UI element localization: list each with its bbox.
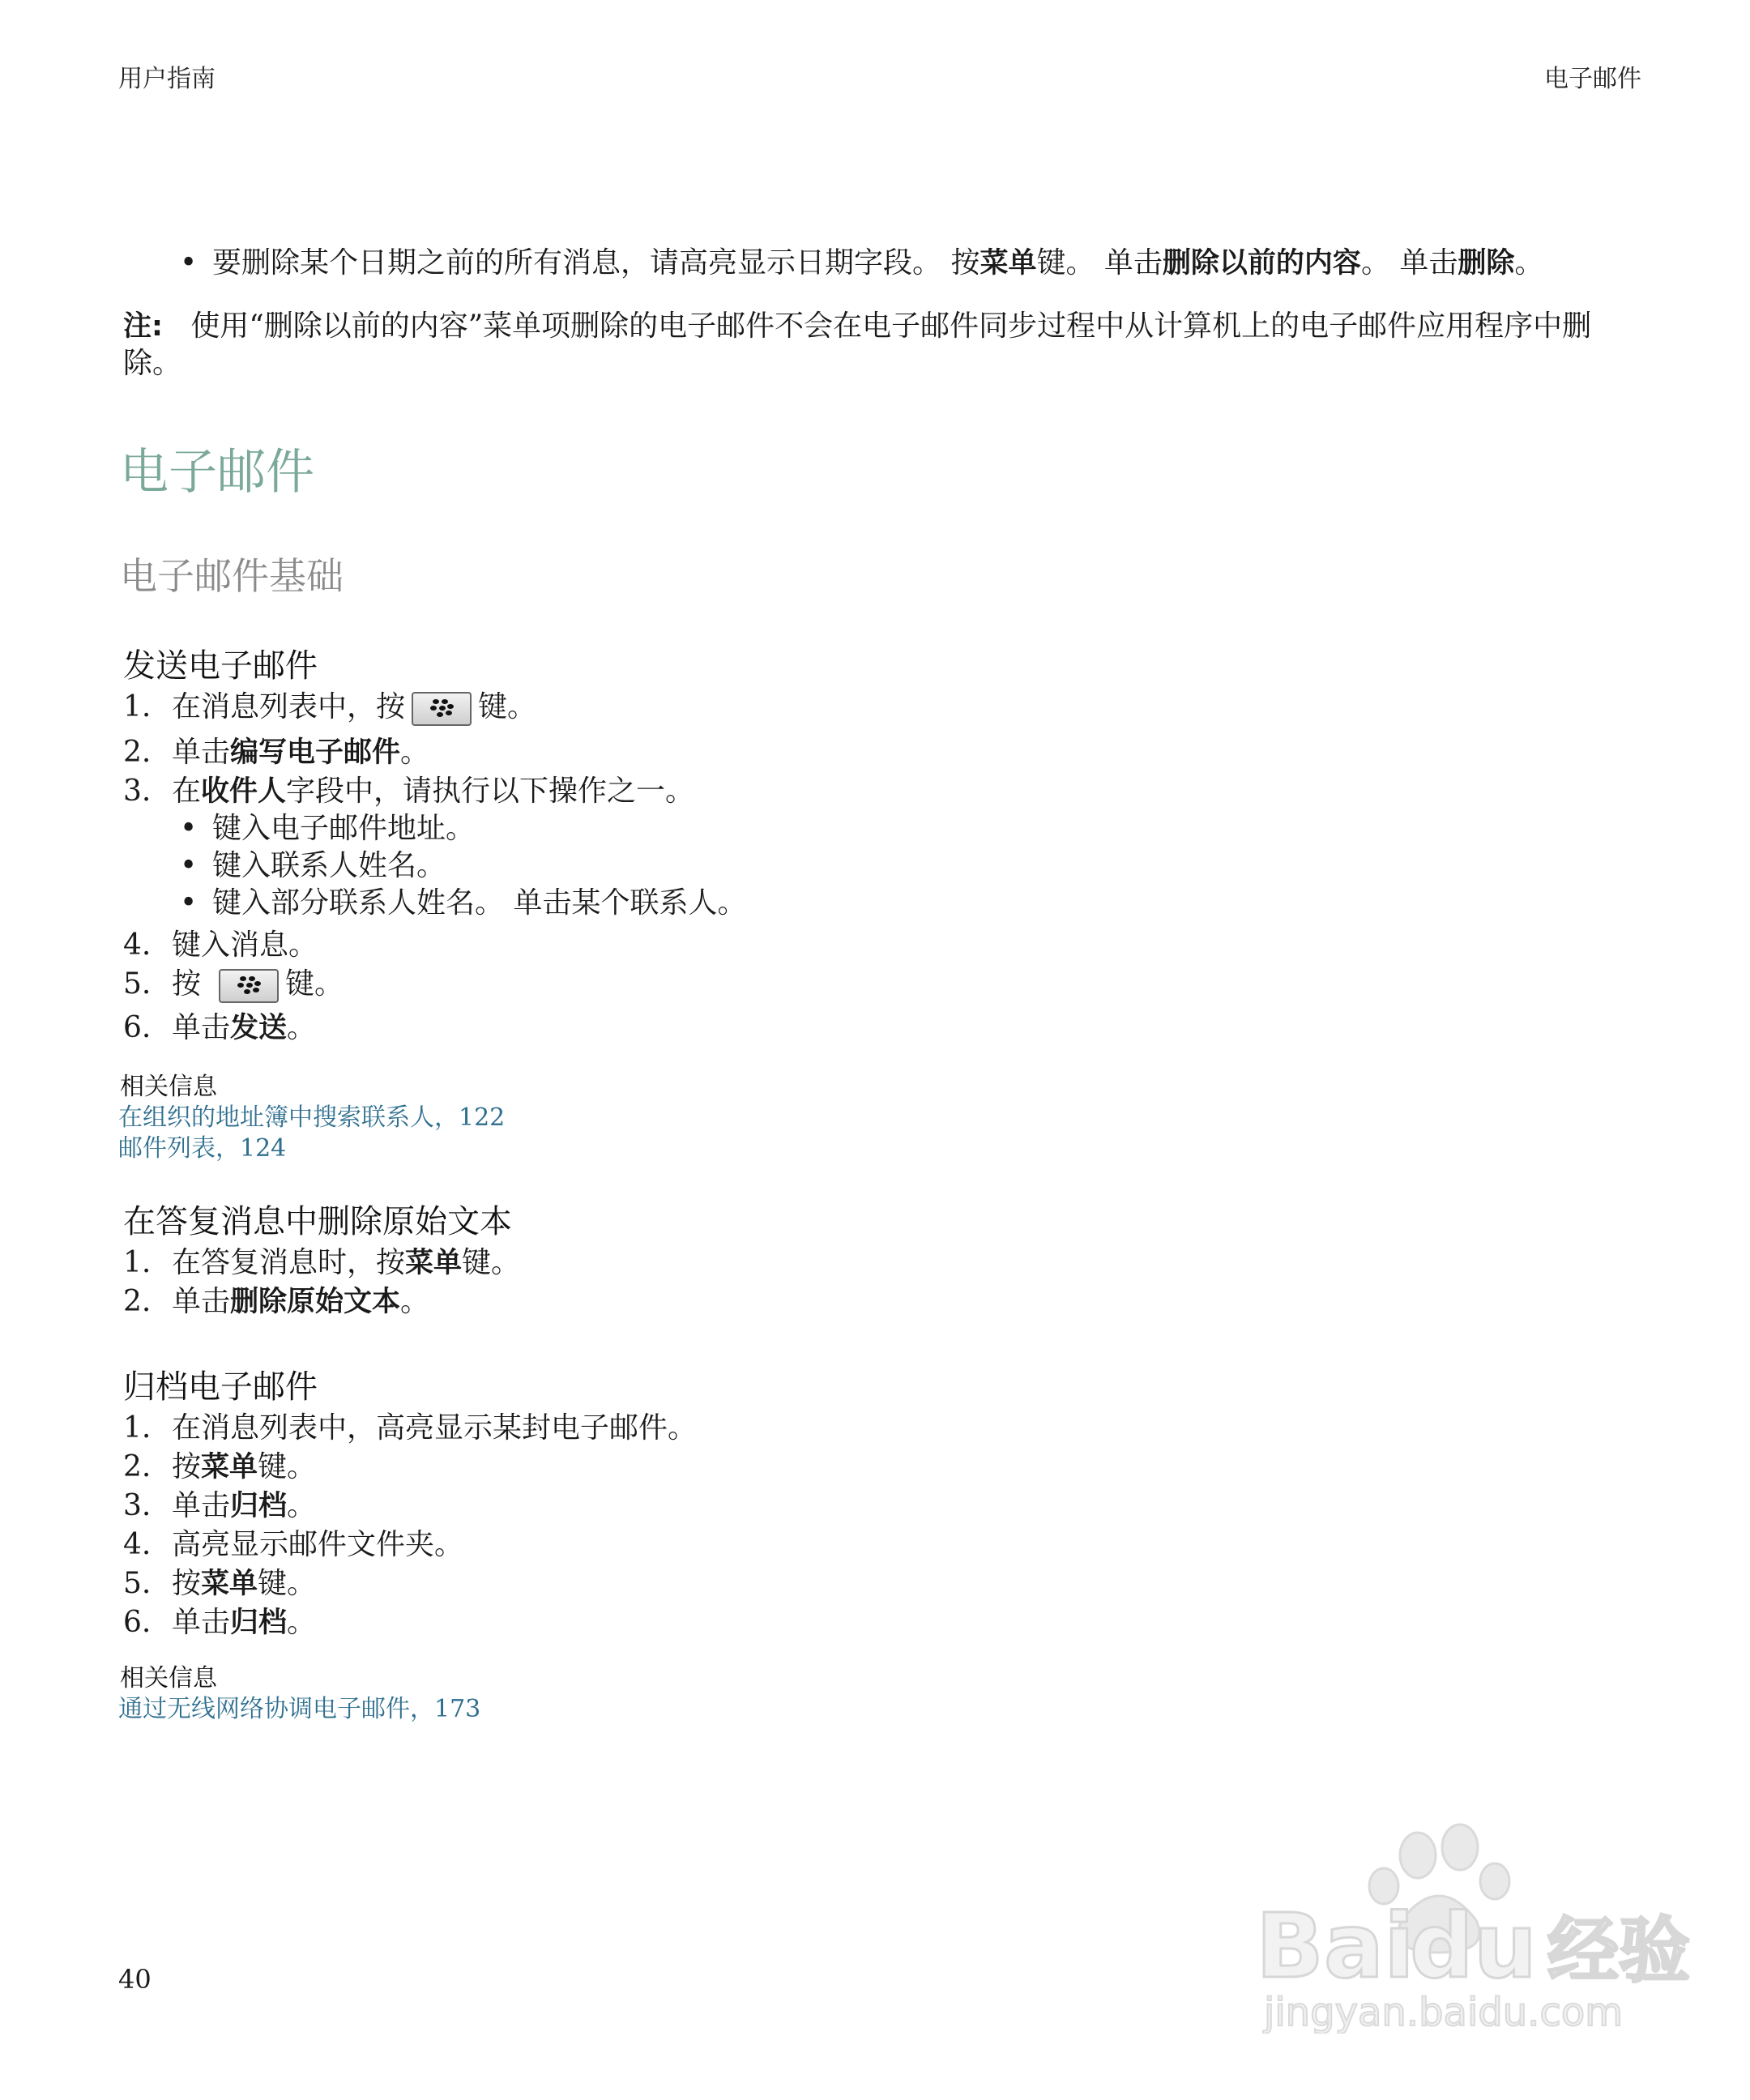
step-number: 5. [123,1567,152,1600]
bullet-dot: • [180,849,198,882]
sub-bullet [180,846,446,886]
header-left: 用户指南 [118,65,216,93]
list-item [123,687,536,728]
svg-text:du: du [1410,1894,1538,1998]
bold-text: 菜单 [201,1451,258,1483]
bold-text: 删除以前的内容 [1162,247,1361,280]
step-number: 2. [123,1450,152,1483]
list-item [123,1603,316,1643]
step-text: 键。 [462,1246,521,1279]
step-number: 6. [123,1011,152,1044]
page-number: 40 [118,1964,152,1995]
bold-text: 菜单 [980,247,1037,280]
sub-bullet [180,809,475,849]
list-item [123,771,694,812]
bold-text: 删除 [1458,247,1515,280]
blackberry-menu-key-icon [412,692,472,726]
baidu-paw-icon [1248,1823,1701,2034]
baidu-watermark-logo [1248,1823,1701,2034]
blackberry-menu-key-icon [219,969,279,1003]
related-info-heading: 相关信息 [120,1664,217,1692]
note-line1: 使用“删除以前的内容”菜单项删除的电子邮件不会在电子邮件同步过程中从计算机上的电子邮件应用程序中删 [190,309,1592,343]
svg-text:jingyan.baidu.com: jingyan.baidu.com [1264,1990,1623,2034]
step-number: 6. [123,1606,152,1639]
step-text: 键。 [258,1567,317,1600]
text: 。 单击 [1360,246,1458,280]
step-text: 在消息列表中，高亮显示某封电子邮件。 [172,1411,698,1445]
text: 要删除某个日期之前的所有消息，请高亮显示日期字段。 按 [212,246,980,280]
note-line2: 除。 [123,347,182,380]
note-label: 注: [123,310,163,343]
step-text: 在 [172,775,202,808]
step-text: 按 [172,1450,202,1483]
step-number: 3. [123,1489,152,1522]
list-item [123,1243,520,1283]
step-text: 。 [287,1011,317,1044]
step-text: 。 [400,736,430,769]
bold-text: 收件人 [201,775,287,808]
step-text: 键。 [258,1450,317,1483]
step-text: 单击 [172,1011,231,1044]
list-item [123,1282,429,1322]
step-text: 。 [287,1606,317,1639]
sub-bullet-text: 键入部分联系人姓名。 单击某个联系人。 [212,886,747,920]
step-text: 单击 [172,1489,231,1522]
text: 。 [1514,246,1544,280]
step-text: 单击 [172,736,231,769]
list-item [123,732,429,773]
step-number: 1. [123,690,152,723]
bold-text: 发送 [230,1012,288,1044]
sub-bullet-text: 键入电子邮件地址。 [212,812,476,845]
bold-text: 编写电子邮件 [230,736,401,769]
related-link[interactable]: 邮件列表，124 [118,1134,287,1163]
step-text: 。 [400,1285,430,1318]
step-text: 。 [287,1489,317,1522]
bold-text: 菜单 [405,1247,463,1279]
bullet-dot: • [180,812,198,845]
step-number: 1. [123,1411,152,1445]
related-link[interactable]: 通过无线网络协调电子邮件，173 [118,1695,481,1723]
svg-text:经验: 经验 [1547,1909,1691,1992]
send-title: 发送电子邮件 [123,647,318,685]
step-number: 2. [123,1285,152,1318]
note [123,306,1646,347]
header-right: 电子邮件 [1544,65,1641,93]
svg-text:Bai: Bai [1256,1894,1415,1998]
step-text: 高亮显示邮件文件夹。 [172,1528,464,1561]
top-bullet [180,243,1543,284]
step-text: 单击 [172,1285,231,1318]
list-item [123,925,318,966]
text: 键。 单击 [1036,246,1163,280]
list-item [123,1564,316,1604]
step-text: 在消息列表中，按 [172,690,406,723]
related-info-heading: 相关信息 [120,1073,217,1101]
step-number: 1. [123,1246,152,1279]
bold-text: 归档 [230,1607,288,1639]
sub-bullet-text: 键入联系人姓名。 [212,849,446,882]
step-number: 3. [123,775,152,808]
step-number: 5. [123,967,152,1001]
step-text: 键。 [285,967,344,1001]
step-text: 键入消息。 [172,928,318,962]
list-item [123,1408,697,1449]
bold-text: 菜单 [201,1568,258,1600]
bold-text: 删除原始文本 [230,1286,401,1318]
list-item [123,1008,316,1048]
related-link[interactable]: 在组织的地址簿中搜索联系人，122 [118,1103,506,1132]
list-item [123,964,344,1005]
step-text: 按 [172,967,202,1001]
list-item [123,1525,463,1565]
list-item [123,1486,316,1526]
step-number: 4. [123,928,152,962]
sub-bullet [180,883,746,924]
list-item [123,1447,316,1488]
subsection-title: 电子邮件基础 [120,554,344,598]
step-text: 键。 [478,690,537,723]
archive-title: 归档电子邮件 [123,1368,318,1406]
step-text: 字段中，请执行以下操作之一。 [286,775,695,808]
step-text: 按 [172,1567,202,1600]
step-text: 在答复消息时，按 [172,1246,406,1279]
section-title: 电子邮件 [120,444,314,501]
step-number: 2. [123,736,152,769]
delete-original-title: 在答复消息中删除原始文本 [123,1203,512,1240]
bullet-dot: • [180,886,198,920]
step-text: 单击 [172,1606,231,1639]
bullet-dot: • [180,246,198,280]
bold-text: 归档 [230,1490,288,1522]
step-number: 4. [123,1528,152,1561]
